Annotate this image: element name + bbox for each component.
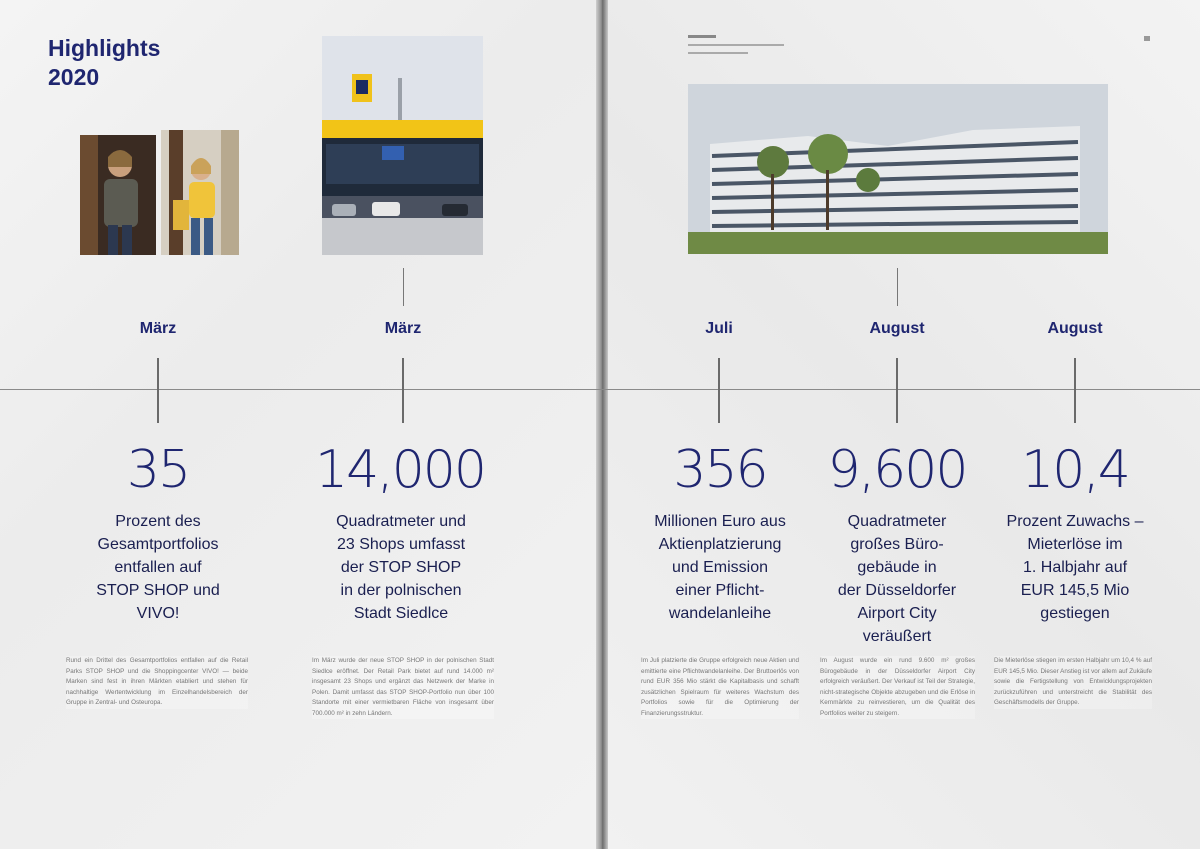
timeline-tick: [157, 358, 159, 423]
highlight-body-text: Rund ein Drittel des Gesamtportfolios entfallen auf die Retail Parks STOP SHOP und die Shoppingcenter VIVO! — beide Marken sind fest in ihren Märkten etabliert und stehen für nachhaltige Wertentwicklung im Einzelhandelsbereich der Gruppe in Zentral- und Osteuropa.: [66, 656, 248, 709]
highlight-figure: 35: [126, 440, 190, 500]
highlight-figure: 9,600: [827, 440, 967, 500]
photo-shopper-right: [161, 130, 239, 255]
book-spine: [596, 0, 608, 849]
photo-shopper-left: [80, 135, 156, 255]
timeline-tick: [1074, 358, 1076, 423]
highlight-body-text: Im Juli platzierte die Gruppe erfolgreich neue Aktien und emittierte eine Pflichtwandelanleihe. Der Bruttoerlös von rund EUR 356 Mio stärkt die Kapitalbasis und schafft zusätzlichen Spielraum für weiteres Wachstum des Portfolios sowie für die Optimierung der Finanzierungsstruktur.: [641, 656, 799, 719]
highlight-figure: 14,000: [315, 440, 485, 500]
timeline-tick: [896, 358, 898, 423]
month-label: Juli: [705, 320, 733, 337]
highlight-body-text: Im März wurde der neue STOP SHOP in der polnischen Stadt Siedlce eröffnet. Der Retail Park bietet auf rund 14.000 m² insgesamt 23 Shops und ergänzt das Netzwerk der Marke in Polen. Damit umfasst das STOP SHOP-Portfolio nun über 100 Standorte mit einer vermietbaren Fläche von insgesamt über 700.000 m² in zehn Ländern.: [312, 656, 494, 719]
running-header: [688, 35, 716, 38]
month-label: März: [139, 320, 177, 337]
highlight-description: Prozent des Gesamtportfolios entfallen auf STOP SHOP und VIVO!: [96, 513, 220, 622]
highlight-body-text: Die Mieterlöse stiegen im ersten Halbjahr um 10,4 % auf EUR 145,5 Mio. Dieser Anstieg ist vor allem auf Zukäufe sowie die Fertigstellung von Entwicklungsprojekten zurückzuführen und unterstreicht die Stabilität des Geschäftsmodells der Gruppe.: [994, 656, 1152, 709]
page-number: [1144, 36, 1150, 41]
timeline-tick: [402, 358, 404, 423]
timeline-axis: [0, 389, 1200, 390]
month-label: März: [384, 320, 422, 337]
highlight-body-text: Im August wurde ein rund 9.600 m² großes Bürogebäude in der Düsseldorfer Airport City erfolgreich veräußert. Der Verkauf ist Teil der Strategie, nicht-strategische Objekte abzugeben und die Erlöse in Kernmärkte zu reinvestieren, um die Qualität des Portfolios weiter zu steigern.: [820, 656, 975, 719]
highlight-description: Quadratmeter und 23 Shops umfasst der STOP SHOP in der polnischen Stadt Siedlce: [336, 513, 466, 622]
page-title: Highlights 2020: [48, 35, 161, 90]
running-header-sub: [688, 44, 784, 46]
highlight-figure: 10,4: [1021, 440, 1129, 500]
connector-line: [403, 268, 404, 306]
left-page: [0, 0, 598, 849]
highlight-figure: 356: [673, 440, 767, 500]
connector-line: [897, 268, 898, 306]
photo-stop-shop-siedlce: [322, 36, 483, 255]
highlight-description: Quadratmeter großes Büro- gebäude in der Düsseldorfer Airport City veräußert: [837, 513, 957, 645]
running-header-sub2: [688, 52, 748, 54]
month-label: August: [869, 320, 925, 337]
highlight-description: Prozent Zuwachs – Mieterlöse im 1. Halbjahr auf EUR 145,5 Mio gestiegen: [1006, 513, 1144, 622]
timeline-tick: [718, 358, 720, 423]
highlight-description: Millionen Euro aus Aktienplatzierung und Emission einer Pflicht- wandelanleihe: [654, 513, 786, 622]
month-label: August: [1047, 320, 1103, 337]
photo-office-building-duesseldorf: [688, 84, 1108, 254]
